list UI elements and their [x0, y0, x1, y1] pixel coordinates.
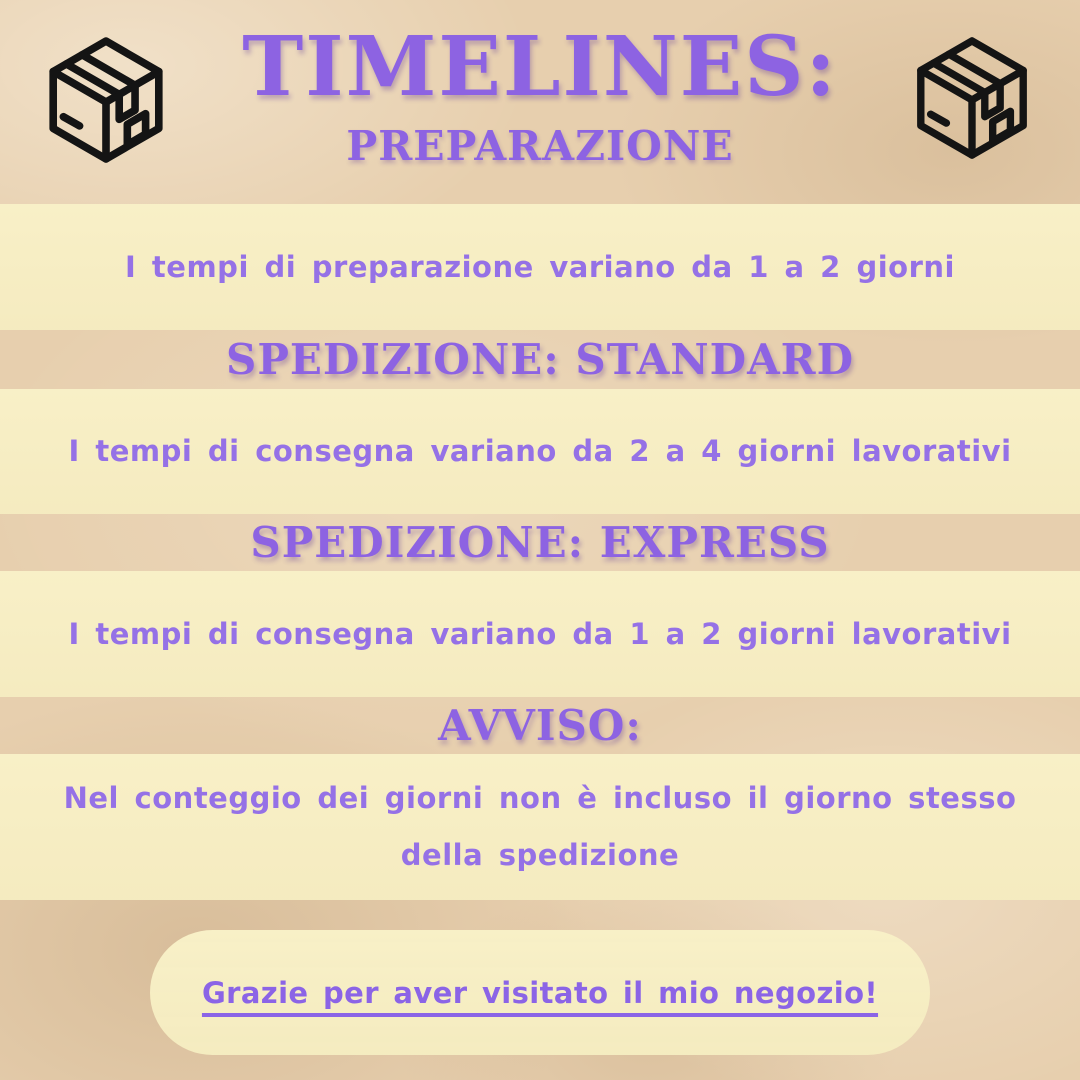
section-heading-avviso: [0, 697, 1080, 754]
note-spedizione-express: [0, 571, 1080, 697]
section-heading-spedizione-standard: [0, 330, 1080, 389]
package-box-icon: [908, 30, 1036, 166]
note-text: I tempi di preparazione variano da 1 a 2 giorni: [125, 249, 955, 284]
section-heading-spedizione-express: [0, 514, 1080, 571]
thanks-pill: [150, 930, 930, 1055]
heading-text: SPEDIZIONE: STANDARD: [225, 335, 854, 384]
header: [0, 0, 1080, 204]
package-box-icon: [40, 30, 172, 170]
heading-text: AVVISO:: [438, 701, 642, 750]
note-text: I tempi di consegna variano da 2 a 4 giorni lavorativi: [68, 434, 1012, 469]
page-title: TIMELINES:: [242, 19, 838, 115]
note-text: Nel conteggio dei giorni non è incluso il giorno stesso della spedizione: [63, 781, 1017, 872]
heading-text: SPEDIZIONE: EXPRESS: [250, 518, 830, 567]
thanks-link[interactable]: Grazie per aver visitato il mio negozio!: [201, 975, 879, 1010]
footer: [0, 900, 1080, 1080]
note-spedizione-standard: [0, 389, 1080, 514]
section-heading-preparazione: PREPARAZIONE: [346, 122, 734, 170]
note-text: I tempi di consegna variano da 1 a 2 giorni lavorativi: [68, 616, 1012, 651]
note-avviso: [0, 754, 1080, 900]
note-preparazione: [0, 204, 1080, 330]
